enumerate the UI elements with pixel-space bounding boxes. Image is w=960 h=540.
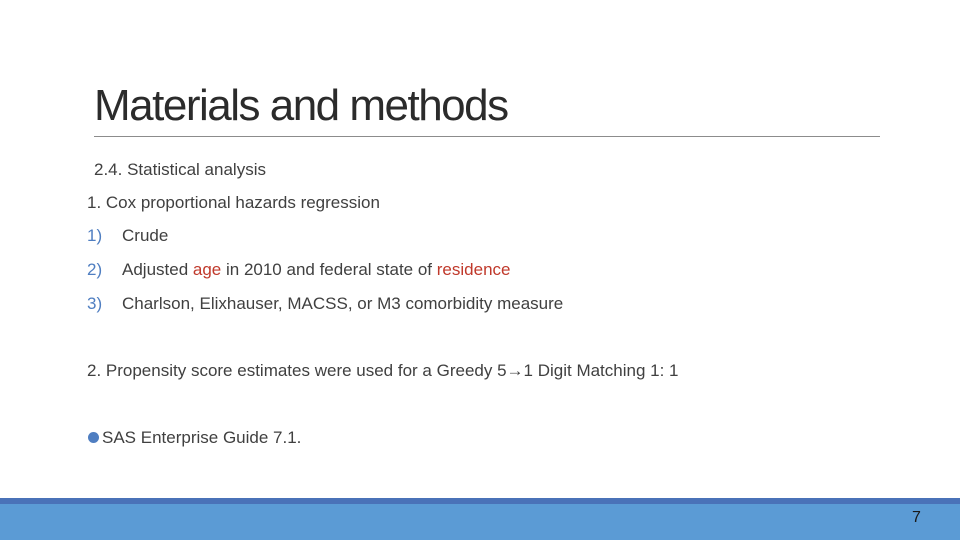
highlight-age: age [192, 260, 222, 279]
bullet-item-sas: SAS Enterprise Guide 7.1. [102, 428, 302, 447]
sub-item-number-2: 2) [87, 260, 103, 279]
list-item-2: 2. Propensity score estimates were used for a Greedy 5→1 Digit Matching 1: 1 [87, 361, 679, 380]
bullet-dot-icon [88, 432, 99, 443]
section-subtitle: 2.4. Statistical analysis [94, 160, 266, 179]
list-item-1: 1. Cox proportional hazards regression [87, 193, 380, 212]
sub-item-number-3: 3) [87, 294, 103, 313]
sub-item-text-2 [122, 259, 510, 281]
slide-title: Materials and methods [94, 81, 508, 130]
sub-item-number-1: 1) [87, 226, 103, 245]
sub-item-text-1: Crude [122, 226, 169, 245]
highlight-residence: residence [436, 260, 511, 279]
title-divider [94, 136, 880, 137]
sub-item-2-text-b: in 2010 and federal state of [221, 260, 437, 279]
footer-bar [0, 504, 960, 540]
sub-item-2-text-a: Adjusted [122, 260, 193, 279]
sub-item-text-3: Charlson, Elixhauser, MACSS, or M3 comorbidity measure [122, 294, 564, 313]
page-number: 7 [912, 509, 921, 526]
